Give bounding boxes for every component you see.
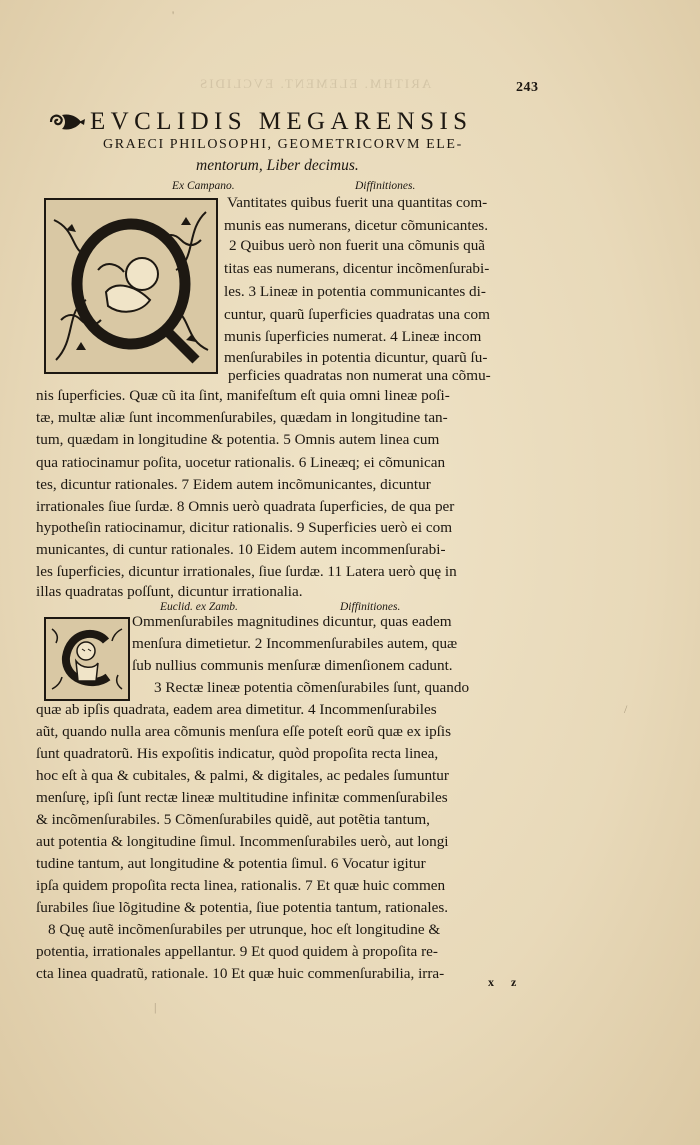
section2-line-11: aut potentia & longitudine ſimul. Incommenſurabiles uerò, aut longi [36,833,449,850]
section1-source-note: Ex Campano. [172,180,235,192]
section2-line-14: ſurabiles ſiue lõgitudine & potentia, ſiue potentia tantum, rationales. [36,899,449,916]
section1-line-11: tæ, multæ aliæ ſunt incommenſurabiles, quædam in longitudine tan- [36,409,448,426]
paper-mark: ' [172,8,175,22]
decorated-initial-c-icon [44,617,130,701]
section1-line-2: munis eas numerans, dicetur cõmunicantes. [224,217,489,234]
section1-line-16: hypotheſin ratiocinamur, dicitur rationalis. 9 Superficies uerò ei com [36,519,453,536]
fleuron-ornament-icon [48,111,86,133]
section1-line-4: titas eas numerans, dicentur incõmenſurabi- [224,260,490,277]
section2-line-10: & incõmenſurabiles. 5 Cõmenſurabiles quidẽ, aut potẽtia tantum, [36,811,430,828]
section2-line-15: 8 Quę autẽ incõmenſurabiles per utrunque, hoc eſt longitudine & [48,921,441,938]
section2-line-9: menſurę, ipſi ſunt rectæ lineæ multitudine infinitæ commenſurabiles [36,789,448,806]
section1-line-6: cuntur, quarũ ſuperficies quadratas una com [224,306,490,323]
section2-line-17: cta linea quadratũ, rationale. 10 Et quæ huic commenſurabilia, irra- [36,965,445,982]
book-subtitle-line1: GRAECI PHILOSOPHI, GEOMETRICORVM ELE- [103,137,463,152]
section1-line-13: qua ratiocinamur poſita, uocetur rationalis. 6 Lineæq; ei cõmunican [36,454,446,471]
section2-line-2: menſura dimetietur. 2 Incommenſurabiles autem, quæ [132,635,458,652]
section1-line-3: 2 Quibus uerò non fuerit una cõmunis quã [229,237,486,254]
section2-source-note: Euclid. ex Zamb. [160,601,238,613]
section2-line-12: tudine tantum, aut longitudine & potentia ſimul. 6 Vocatur igitur [36,855,426,872]
section2-heading-note: Diffinitiones. [340,601,401,613]
section1-line-18: les ſuperficies, dicuntur irrationales, ſiue ſurdæ. 11 Latera uerò quę in [36,563,457,580]
section1-line-10: nis ſuperficies. Quæ cũ ita ſint, manifeſtum eſt quia omni lineæ poſi- [36,387,450,404]
page-number: 243 [516,80,539,95]
section1-line-15: irrationales ſiue ſurdæ. 8 Omnis uerò quadrata ſuperficies, de qua per [36,498,455,515]
book-title: EVCLIDIS MEGARENSIS [90,108,473,135]
section1-line-1: Vantitates quibus fuerit una quantitas com- [227,194,488,211]
decorated-initial-q-icon [44,198,218,374]
section2-line-3: ſub nullius communis menſuræ dimenſionem cadunt. [132,657,453,674]
section1-line-17: municantes, di cuntur rationales. 10 Eidem autem incommenſurabi- [36,541,446,558]
section2-line-6: aũt, quando nulla area cõmunis menſura eſſe poteſt eorũ quæ ex ipſis [36,723,452,740]
title-row [48,108,548,136]
section1-line-14: tes, dicuntur rationales. 7 Eidem autem incõmunicantes, dicuntur [36,476,431,493]
section1-line-7: munis ſuperficies numerat. 4 Lineæ incom [224,328,482,345]
section2-line-1: Ommenſurabiles magnitudines dicuntur, quas eadem [132,613,452,630]
section1-heading-note: Diffinitiones. [355,180,416,192]
catchword: x z [488,975,524,989]
section1-line-19: illas quadratas poſſunt, dicuntur irrationalia. [36,583,303,600]
section2-line-8: hoc eſt à qua & cubitales, & palmi, & digitales, ac pedales ſumuntur [36,767,449,784]
section1-line-9: perficies quadratas non numerat una cõmu- [228,367,491,384]
section2-line-5: quæ ab ipſis quadrata, eadem area dimetitur. 4 Incommenſurabiles [36,701,437,718]
section2-line-16: potentia, irrationales appellantur. 9 Et quod quidem à propoſita re- [36,943,438,960]
section1-line-8: menſurabiles in potentia dicuntur, quarũ ſu- [224,349,488,366]
section1-line-5: les. 3 Lineæ in potentia communicantes di- [224,283,486,300]
paper-mark: / [624,702,628,716]
section2-line-13: ipſa quidem propoſita recta linea, rationalis. 7 Et quæ huic commen [36,877,446,894]
book-subtitle-line2: mentorum, Liber decimus. [196,157,359,174]
section1-line-12: tum, quædam in longitudine & potentia. 5 Omnis autem linea cum [36,431,440,448]
paper-mark: | [154,1000,157,1014]
section2-line-4: 3 Rectæ lineæ potentia cõmenſurabiles ſunt, quando [154,679,470,696]
section2-line-7: ſunt quadratorũ. His expoſitis indicatur, quòd propoſita recta linea, [36,745,439,762]
show-through-text: ARITHM. ELEMENT. EVCLIDIS [198,76,432,91]
